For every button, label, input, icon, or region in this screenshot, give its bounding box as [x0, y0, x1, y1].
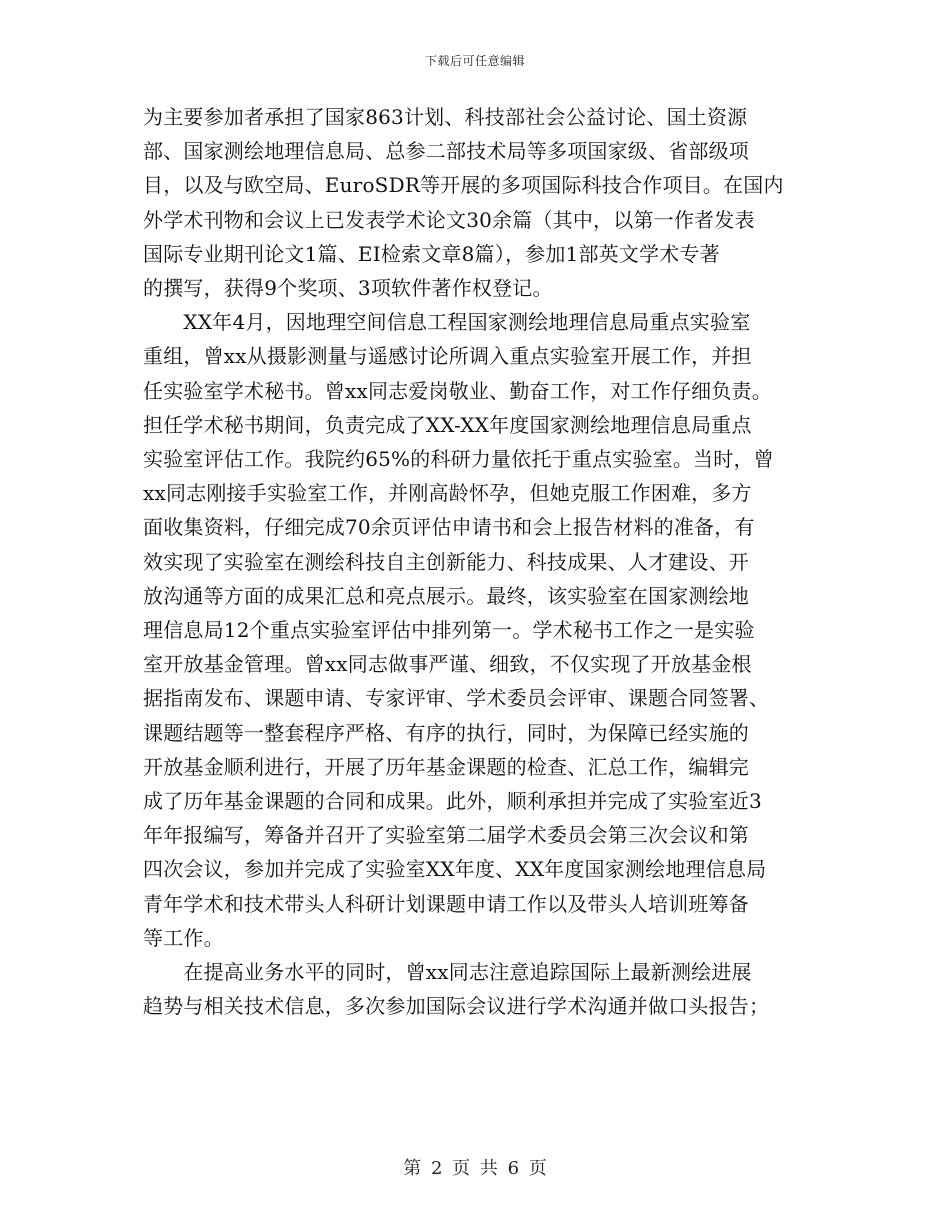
text-line: 等工作。	[143, 925, 224, 950]
page-number: 第 2 页 共 6 页	[403, 1158, 547, 1179]
text-line: 外学术刊物和会议上已发表学术论文30余篇（其中，以第一作者发表	[143, 207, 755, 232]
text-line: XX年4月，因地理空间信息工程国家测绘地理信息局重点实验室	[143, 310, 751, 335]
text-line: 目，以及与欧空局、EuroSDR等开展的多项国际科技合作项目。在国内	[143, 173, 784, 198]
text-line: 放沟通等方面的成果汇总和亮点展示。最终，该实验室在国家测绘地	[143, 583, 749, 608]
text-line: 面收集资料，仔细完成70余页评估申请书和会上报告材料的准备，有	[143, 515, 755, 540]
text-line: 实验室评估工作。我院约65%的科研力量依托于重点实验室。当时，曾	[143, 447, 774, 472]
text-line: 四次会议，参加并完成了实验室XX年度、XX年度国家测绘地理信息局	[143, 857, 767, 882]
document-body	[143, 100, 813, 1023]
text-line: 效实现了实验室在测绘科技自主创新能力、科技成果、人才建设、开	[143, 549, 749, 574]
text-line: 任实验室学术秘书。曾xx同志爱岗敬业、勤奋工作，对工作仔细负责。	[143, 378, 772, 403]
text-line: 的撰写，获得9个奖项、3项软件著作权登记。	[143, 276, 553, 301]
text-line: 在提高业务水平的同时，曾xx同志注意追踪国际上最新测绘进展	[143, 960, 752, 985]
text-line: xx同志刚接手实验室工作，并刚高龄怀孕，但她克服工作困难，多方	[143, 481, 752, 506]
text-line: 据指南发布、课题申请、专家评审、学术委员会评审、课题合同签署、	[143, 686, 770, 711]
page-header-note: 下载后可任意编辑	[424, 54, 525, 68]
text-line: 青年学术和技术带头人科研计划课题申请工作以及带头人培训班筹备	[143, 891, 749, 916]
text-line: 国际专业期刊论文1篇、EI检索文章8篇），参加1部英文学术专著	[143, 241, 720, 266]
text-line: 部、国家测绘地理信息局、总参二部技术局等多项国家级、省部级项	[143, 139, 749, 164]
text-line: 课题结题等一整套程序严格、有序的执行，同时，为保障已经实施的	[143, 720, 749, 745]
text-line: 重组，曾xx从摄影测量与遥感讨论所调入重点实验室开展工作，并担	[143, 344, 752, 369]
text-line: 年年报编写，筹备并召开了实验室第二届学术委员会第三次会议和第	[143, 823, 749, 848]
text-line: 趋势与相关技术信息，多次参加国际会议进行学术沟通并做口头报告；	[143, 994, 770, 1019]
text-line: 成了历年基金课题的合同和成果。此外，顺利承担并完成了实验室近3	[143, 789, 762, 814]
text-line: 开放基金顺利进行，开展了历年基金课题的检查、汇总工作，编辑完	[143, 754, 749, 779]
text-line: 室开放基金管理。曾xx同志做事严谨、细致，不仅实现了开放基金根	[143, 652, 752, 677]
text-line: 为主要参加者承担了国家863计划、科技部社会公益讨论、国土资源	[143, 105, 748, 129]
text-line: 理信息局12个重点实验室评估中排列第一。学术秘书工作之一是实验	[143, 618, 755, 643]
text-line: 担任学术秘书期间，负责完成了XX-XX年度国家测绘地理信息局重点	[143, 412, 752, 437]
